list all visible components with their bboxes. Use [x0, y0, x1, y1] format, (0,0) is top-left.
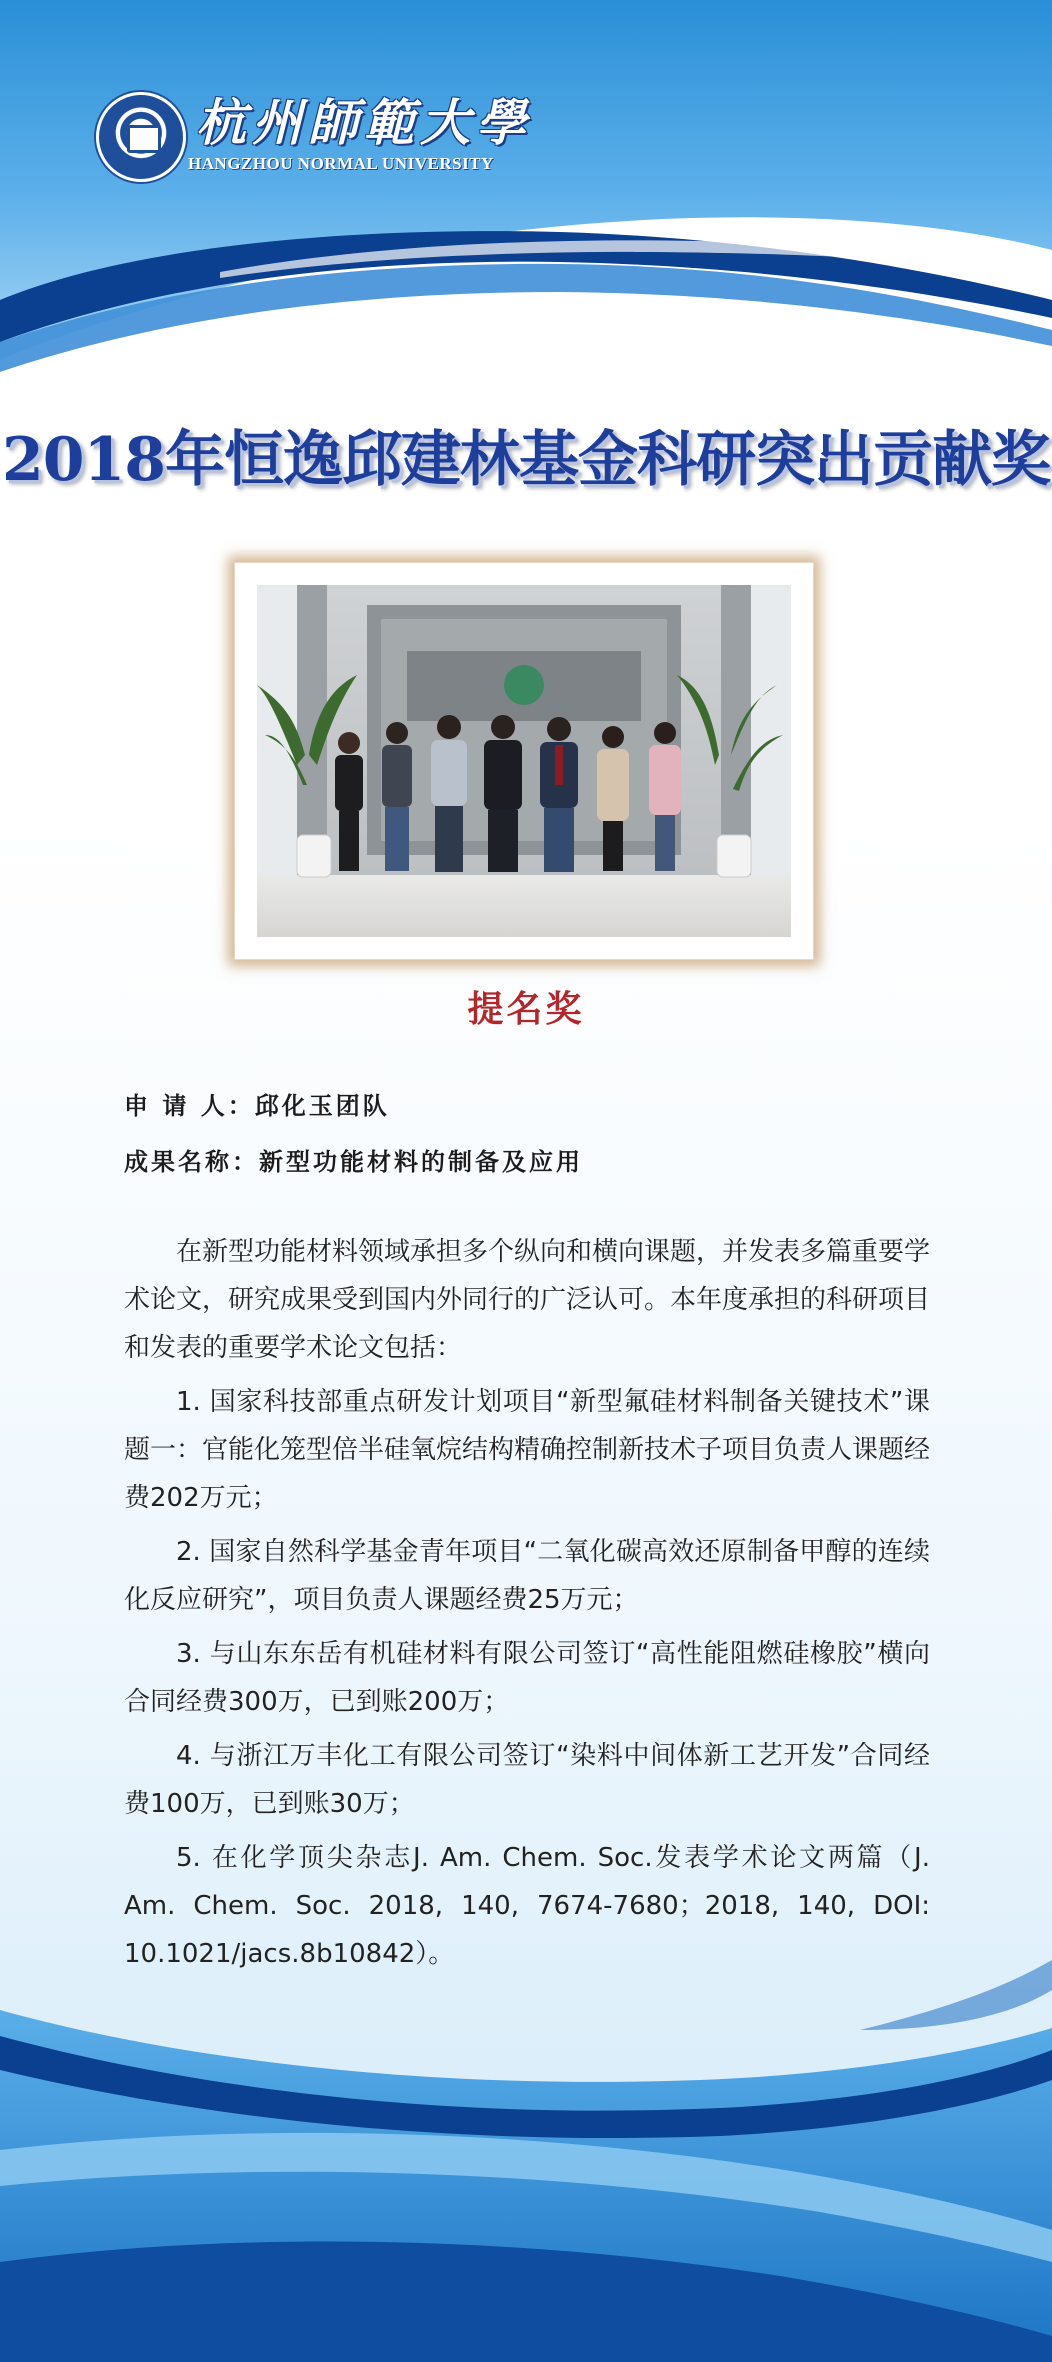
item-paragraph-5: 5. 在化学顶尖杂志J. Am. Chem. Soc.发表学术论文两篇（J. Am. Chem. Soc. 2018, 140, 7674-7680；2018, 140, DOI: 10.1021/jacs.8b10842）。: [124, 1843, 930, 1969]
photo-frame: [234, 562, 814, 960]
poster-title: 2018年恒逸邱建林基金科研突出贡献奖: [2, 425, 1050, 495]
result-label: 成果名称：: [124, 1148, 259, 1176]
team-group-photo: [257, 585, 791, 937]
logo-english-name: HANGZHOU NORMAL UNIVERSITY: [188, 154, 494, 173]
item-paragraph-1: 1. 国家科技部重点研发计划项目“新型氟硅材料制备关键技术”课题一：官能化笼型倍半硅氧烷结构精确控制新技术子项目负责人课题经费202万元；: [124, 1387, 931, 1513]
intro-paragraph: 在新型功能材料领域承担多个纵向和横向课题，并发表多篇重要学术论文，研究成果受到国内外同行的广泛认可。本年度承担的科研项目和发表的重要学术论文包括：: [124, 1237, 931, 1363]
award-category: 提名奖: [467, 988, 585, 1030]
item-paragraph-3: 3. 与山东东岳有机硅材料有限公司签订“高性能阻燃硅橡胶”横向合同经费300万，已到账200万；: [124, 1639, 930, 1717]
result-value: 新型功能材料的制备及应用: [259, 1148, 583, 1176]
result-line: [124, 1144, 944, 1180]
seal-building-icon: [127, 125, 161, 153]
applicant-value: 邱化玉团队: [254, 1092, 390, 1120]
applicant-line: [124, 1088, 944, 1124]
university-logo: [96, 92, 532, 182]
description-body: [124, 1228, 930, 1984]
logo-chinese-name: 杭州師範大學: [196, 93, 532, 152]
item-paragraph-4: 4. 与浙江万丰化工有限公司签订“染料中间体新工艺开发”合同经费100万，已到账30万；: [124, 1741, 930, 1819]
applicant-label: 申 请 人：: [124, 1092, 255, 1120]
item-paragraph-2: 2. 国家自然科学基金青年项目“二氧化碳高效还原制备甲醇的连续化反应研究”，项目负责人课题经费25万元；: [124, 1537, 930, 1615]
university-seal-icon: [96, 92, 186, 182]
